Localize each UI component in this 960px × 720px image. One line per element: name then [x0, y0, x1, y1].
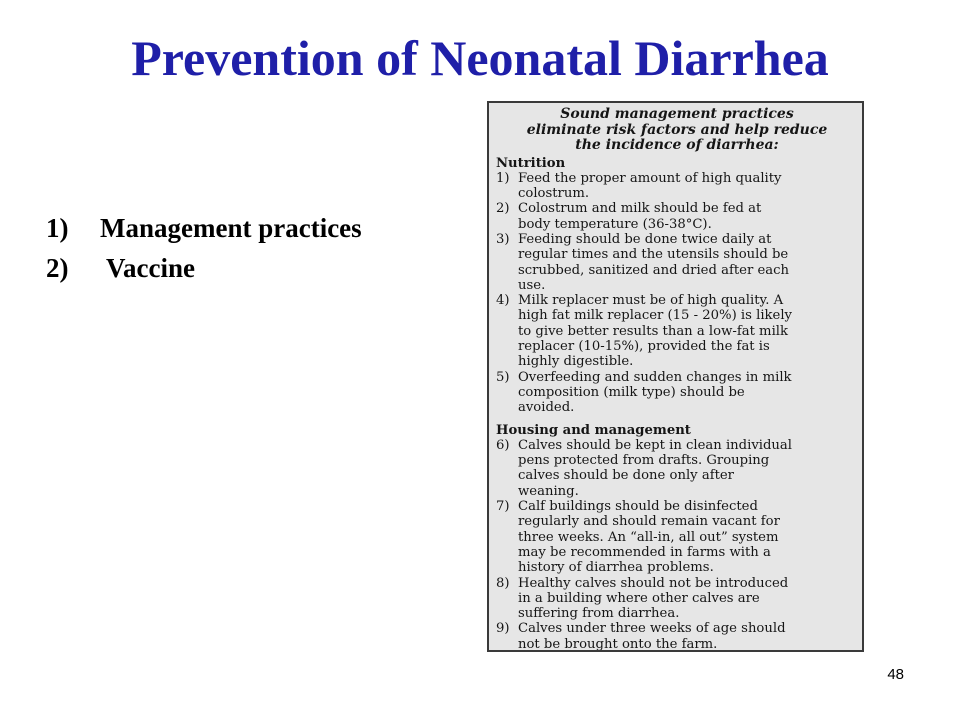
- figure-item-line: in a building where other calves are: [518, 590, 760, 606]
- figure-item-line: colostrum.: [518, 186, 590, 202]
- figure-item-number: 6): [496, 437, 510, 453]
- management-practices-figure: [487, 101, 864, 652]
- figure-item-text: [518, 438, 858, 499]
- figure-item-text: [518, 201, 858, 232]
- figure-item-line: suffering from diarrhea.: [518, 606, 680, 622]
- figure-list-item: [496, 201, 858, 232]
- figure-item-line: replacer (10-15%), provided the fat is: [518, 339, 770, 355]
- figure-item-line: calves should be done only after: [518, 468, 734, 484]
- bullet-number: 2): [46, 253, 69, 283]
- housing-section-title: Housing and management: [496, 422, 691, 438]
- figure-list-item: [496, 370, 858, 416]
- bullet-item: [46, 248, 466, 288]
- figure-item-line: weaning.: [518, 483, 579, 499]
- figure-item-line: Milk replacer must be of high quality. A: [518, 293, 784, 309]
- bullet-text: Management practices: [100, 213, 362, 243]
- figure-item-number: 9): [496, 621, 510, 637]
- bullet-item: [46, 208, 466, 248]
- figure-item-text: [518, 499, 858, 575]
- slide-title: Prevention of Neonatal Diarrhea: [131, 30, 829, 86]
- figure-list-item: [496, 499, 858, 575]
- figure-item-line: Calf buildings should be disinfected: [518, 499, 758, 515]
- figure-item-line: Feed the proper amount of high quality: [518, 170, 782, 186]
- figure-list-item: [496, 621, 858, 652]
- figure-item-number: 7): [496, 499, 510, 515]
- figure-item-text: [518, 293, 858, 369]
- figure-item-number: 1): [496, 170, 510, 186]
- figure-item-line: to give better results than a low-fat milk: [518, 323, 788, 339]
- figure-list-item: [496, 293, 858, 369]
- figure-item-number: 8): [496, 575, 510, 591]
- bullet-list: [46, 208, 466, 288]
- figure-item-line: history of diarrhea problems.: [518, 560, 714, 576]
- figure-item-number: 2): [496, 201, 510, 217]
- nutrition-section-title: Nutrition: [496, 155, 566, 171]
- figure-item-text: [518, 576, 858, 622]
- figure-list-item: [496, 438, 858, 499]
- figure-item-line: pens protected from drafts. Grouping: [518, 453, 770, 469]
- figure-item-line: not be brought onto the farm.: [518, 636, 718, 652]
- figure-item-text: [518, 621, 858, 652]
- figure-item-line: high fat milk replacer (15 - 20%) is likely: [518, 308, 793, 324]
- figure-item-line: Colostrum and milk should be fed at: [518, 201, 762, 217]
- figure-item-line: highly digestible.: [518, 354, 634, 370]
- figure-item-number: 3): [496, 231, 510, 247]
- figure-item-line: Feeding should be done twice daily at: [518, 231, 772, 247]
- figure-item-line: avoided.: [518, 400, 575, 416]
- figure-item-text: [518, 370, 858, 416]
- figure-header-line: eliminate risk factors and help reduce: [526, 121, 828, 138]
- bullet-number: 1): [46, 213, 69, 243]
- figure-item-line: Calves under three weeks of age should: [518, 621, 786, 637]
- page-number: 48: [887, 666, 904, 683]
- figure-item-line: three weeks. An “all-in, all out” system: [518, 529, 779, 545]
- figure-item-line: use.: [518, 277, 546, 293]
- bullet-text: Vaccine: [106, 253, 195, 283]
- figure-item-number: 4): [496, 293, 510, 309]
- figure-item-number: 5): [496, 369, 510, 385]
- nutrition-items: [496, 171, 858, 416]
- figure-item-line: Overfeeding and sudden changes in milk: [518, 369, 792, 385]
- figure-item-line: body temperature (36-38°C).: [518, 216, 712, 232]
- figure-item-line: Healthy calves should not be introduced: [518, 575, 789, 591]
- figure-list-item: [496, 171, 858, 202]
- figure-list-item: [496, 576, 858, 622]
- figure-item-line: regularly and should remain vacant for: [518, 514, 780, 530]
- figure-item-text: [518, 232, 858, 293]
- figure-item-text: [518, 171, 858, 202]
- figure-header-line: Sound management practices: [560, 106, 794, 122]
- figure-item-line: scrubbed, sanitized and dried after each: [518, 262, 789, 278]
- figure-header-line: the incidence of diarrhea:: [575, 137, 779, 153]
- figure-item-line: composition (milk type) should be: [518, 384, 745, 400]
- figure-list-item: [496, 232, 858, 293]
- figure-item-line: may be recommended in farms with a: [518, 544, 771, 560]
- figure-header: [496, 107, 858, 154]
- figure-item-line: regular times and the utensils should be: [518, 247, 789, 263]
- figure-item-line: Calves should be kept in clean individual: [518, 437, 793, 453]
- housing-items: [496, 438, 858, 652]
